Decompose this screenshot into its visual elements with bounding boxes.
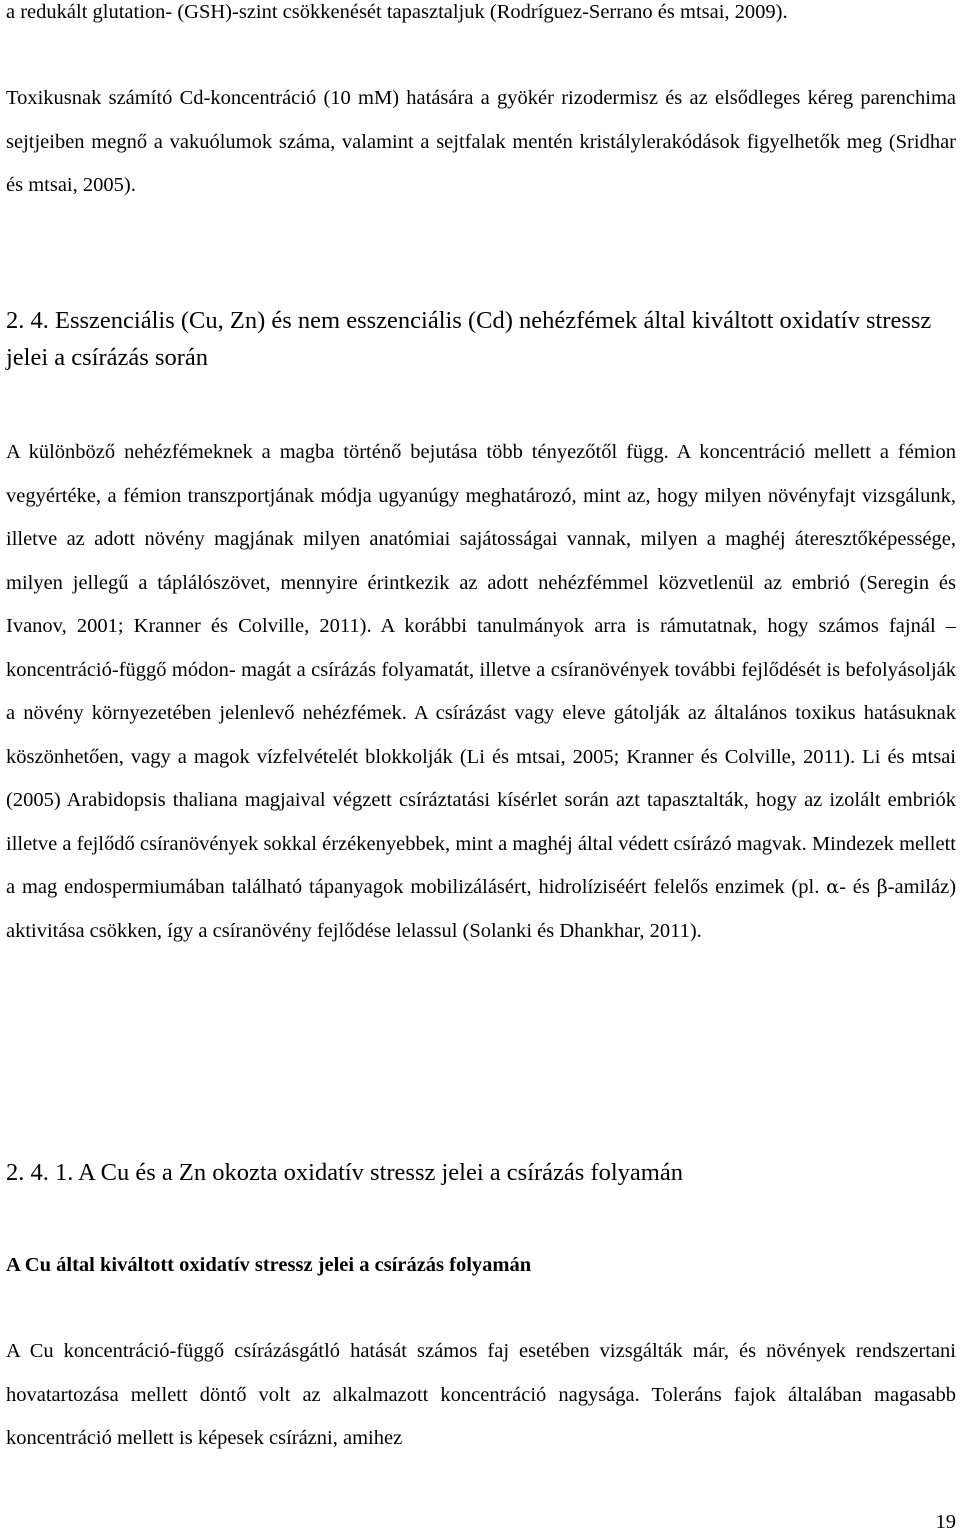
subsection-heading-cu: A Cu által kiváltott oxidatív stressz jelei a csírázás folyamán: [6, 1254, 532, 1276]
beta-symbol: β: [876, 876, 888, 898]
cd-toxicity-paragraph: Toxikusnak számító Cd-koncentráció (10 mM) hatására a gyökér rizodermisz és az elsődleges kéreg parenchima sejtjeiben megnő a vakuólumok száma, valamint a sejtfalak mentén kristálylerakódások figyelhetők meg (Sridhar és mtsai, 2005).: [6, 87, 956, 196]
intro-paragraph: a redukált glutation- (GSH)-szint csökkenését tapasztaljuk (Rodríguez-Serrano és mtsai, 2009).: [6, 1, 788, 23]
body-text-part-2: - és: [839, 876, 870, 898]
section-heading-2-4-1: 2. 4. 1. A Cu és a Zn okozta oxidatív stressz jelei a csírázás folyamán: [6, 1159, 683, 1186]
cu-paragraph: A Cu koncentráció-függő csírázásgátló hatását számos faj esetében vizsgálták már, és növények rendszertani hovatartozása mellett döntő volt az alkalmazott koncentráció nagysága. Toleráns fajok általában magasabb koncentráció mellett is képesek csírázni, amihez: [6, 1340, 956, 1449]
section-heading-2-4: 2. 4. Esszenciális (Cu, Zn) és nem esszenciális (Cd) nehézfémek által kiváltott oxidatív stressz jelei a csírázás során: [6, 307, 932, 371]
body-text-part-1: A különböző nehézfémeknek a magba történő bejutása több tényezőtől függ. A koncentráció mellett a fémion vegyértéke, a fémion transzportjának módja ugyanúgy meghatározó, mint az, hogy milyen növényfajt vizsgálunk, illetve az adott növény magjának milyen anatómiai sajátosságai vannak, milyen a maghéj áteresztőképessége, milyen jellegű a táplálószövet, mennyire érintkezik az adott nehézfémmel közvetlenül az embrió (Seregin és Ivanov, 2001; Kranner és Colville, 2011). A korábbi tanulmányok arra is rámutatnak, hogy számos fajnál – koncentráció-függő módon- magát a csírázás folyamatát, illetve a csíranövények további fejlődését is befolyásolják a növény környezetében jelenlevő nehézfémek. A csírázást vagy eleve gátolják az általános toxikus hatásuknak köszönhetően, vagy a magok vízfelvételét blokkolják (Li és mtsai, 2005; Kranner és Colville, 2011). Li és mtsai (2005) Arabidopsis thaliana magjaival végzett csíráztatási kísérlet során azt tapasztalták, hogy az izolált embriók illetve a fejlődő csíranövények sokkal érzékenyebbek, mint a maghéj által védett csírázó magvak. Mindezek mellett a mag endospermiumában található tápanyagok mobilizálásért, hidrolíziséért felelős enzimek (pl.: [6, 441, 956, 898]
page-number: 19: [935, 1511, 956, 1533]
alpha-symbol: α: [826, 876, 840, 898]
body-text-part-3: -amiláz) aktivitása csökken, így a csíranövény fejlődése lelassul (Solanki és Dhankhar, 2011).: [6, 876, 957, 942]
section-2-4-body: [6, 431, 956, 953]
